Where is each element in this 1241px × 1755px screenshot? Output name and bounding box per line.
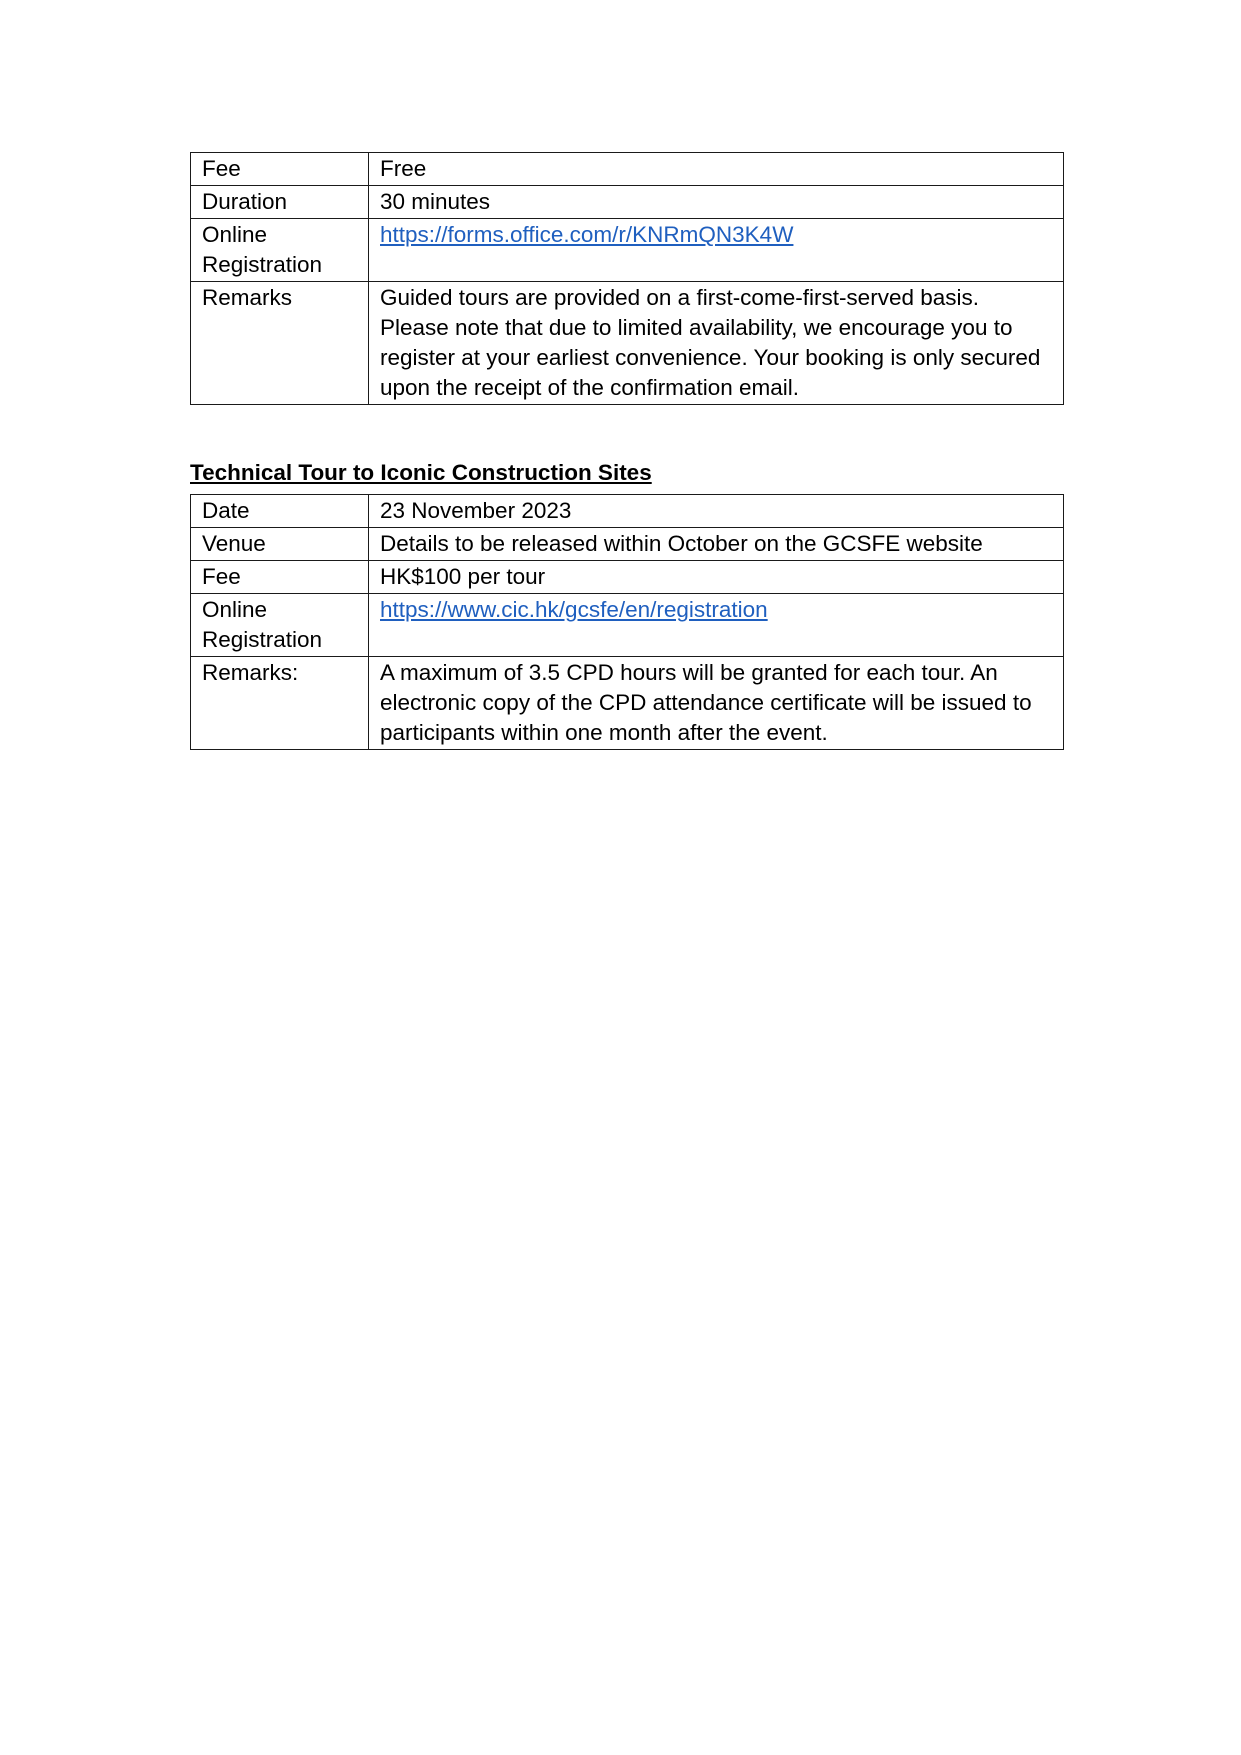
fee-label: Fee <box>191 561 369 594</box>
table-row <box>191 495 1064 528</box>
fee-value: HK$100 per tour <box>369 561 1064 594</box>
online-registration-value <box>369 219 1064 282</box>
table-row <box>191 186 1064 219</box>
registration-link[interactable]: https://www.cic.hk/gcsfe/en/registration <box>380 597 768 622</box>
duration-value: 30 minutes <box>369 186 1064 219</box>
technical-tour-details-table <box>190 494 1064 750</box>
table-row <box>191 657 1064 750</box>
table-row <box>191 594 1064 657</box>
online-registration-label: Online Registration <box>191 219 369 282</box>
remarks-label: Remarks <box>191 282 369 405</box>
table-row <box>191 219 1064 282</box>
fee-label: Fee <box>191 153 369 186</box>
fee-value: Free <box>369 153 1064 186</box>
date-value: 23 November 2023 <box>369 495 1064 528</box>
date-label: Date <box>191 495 369 528</box>
online-registration-label: Online Registration <box>191 594 369 657</box>
table-row <box>191 561 1064 594</box>
table-row <box>191 153 1064 186</box>
remarks-label: Remarks: <box>191 657 369 750</box>
guided-tour-details-table <box>190 152 1064 405</box>
table-row <box>191 528 1064 561</box>
registration-link[interactable]: https://forms.office.com/r/KNRmQN3K4W <box>380 222 794 247</box>
section-heading: Technical Tour to Iconic Construction Sites <box>190 460 652 485</box>
remarks-value: Guided tours are provided on a first-come-first-served basis. Please note that due to limited availability, we encourage you to register at your earliest convenience. Your booking is only secured upon the receipt of the confirmation email. <box>369 282 1064 405</box>
duration-label: Duration <box>191 186 369 219</box>
table-row <box>191 282 1064 405</box>
online-registration-value <box>369 594 1064 657</box>
venue-value: Details to be released within October on the GCSFE website <box>369 528 1064 561</box>
remarks-value: A maximum of 3.5 CPD hours will be granted for each tour. An electronic copy of the CPD attendance certificate will be issued to participants within one month after the event. <box>369 657 1064 750</box>
venue-label: Venue <box>191 528 369 561</box>
